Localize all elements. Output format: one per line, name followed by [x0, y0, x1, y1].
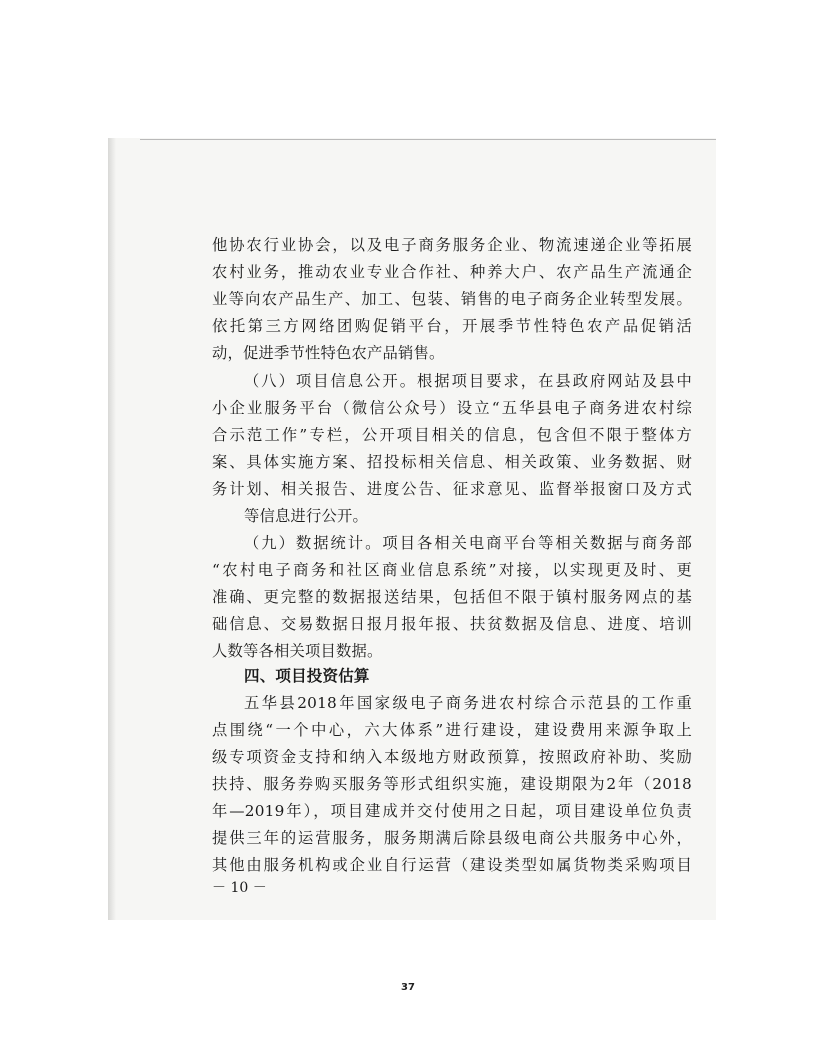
body-line: 五华县2018年国家级电子商务进农村综合示范县的工作重	[244, 694, 692, 712]
body-line: 案、具体实施方案、招投标相关信息、相关政策、业务数据、财	[212, 453, 692, 471]
body-line: 其他由服务机构或企业自行运营（建设类型如属货物类采购项目	[212, 856, 692, 874]
section-8-first-line: （八）项目信息公开。根据项目要求，在县政府网站及县中	[244, 372, 692, 390]
folio: － 10 －	[212, 880, 267, 896]
body-line: 合示范工作”专栏，公开项目相关的信息，包含但不限于整体方	[212, 426, 692, 444]
body-line: 点围绕“一个中心，六大体系”进行建设，建设费用来源争取上	[212, 721, 692, 739]
header-rule	[140, 139, 716, 140]
body-line: 础信息、交易数据日报月报年报、扶贫数据及信息、进度、培训	[212, 615, 692, 633]
scan-shadow	[108, 138, 116, 920]
body-line: 农村业务，推动农业专业合作社、种养大户、农产品生产流通企	[212, 263, 692, 281]
body-line: 提供三年的运营服务，服务期满后除县级电商公共服务中心外，	[212, 829, 692, 847]
body-line: 务计划、相关报告、进度公告、征求意见、监督举报窗口及方式	[212, 480, 692, 498]
page-number: 37	[401, 982, 415, 993]
body-line: 人数等各相关项目数据。	[212, 642, 383, 660]
section-heading: 四、项目投资估算	[244, 667, 370, 685]
body-line: 准确、更完整的数据报送结果，包括但不限于镇村服务网点的基	[212, 588, 692, 606]
body-line: 扶持、服务券购买服务等形式组织实施，建设期限为2年（2018	[212, 775, 692, 793]
body-line: 业等向农产品生产、加工、包装、销售的电子商务企业转型发展。	[212, 290, 692, 308]
body-line: 依托第三方网络团购促销平台，开展季节性特色农产品促销活	[212, 317, 692, 335]
body-line: “农村电子商务和社区商业信息系统”对接，以实现更及时、更	[212, 561, 692, 579]
body-line: 他协农行业协会，以及电子商务服务企业、物流速递企业等拓展	[212, 236, 692, 254]
body-line: 小企业服务平台（微信公众号）设立“五华县电子商务进农村综	[212, 399, 692, 417]
body-line: 等信息进行公开。	[244, 507, 368, 525]
body-line: 级专项资金支持和纳入本级地方财政预算，按照政府补助、奖励	[212, 748, 692, 766]
body-line: 年—2019年），项目建成并交付使用之日起，项目建设单位负责	[212, 802, 692, 820]
section-9-first-line: （九）数据统计。项目各相关电商平台等相关数据与商务部	[244, 534, 692, 552]
body-line: 动，促进季节性特色农产品销售。	[212, 344, 445, 362]
